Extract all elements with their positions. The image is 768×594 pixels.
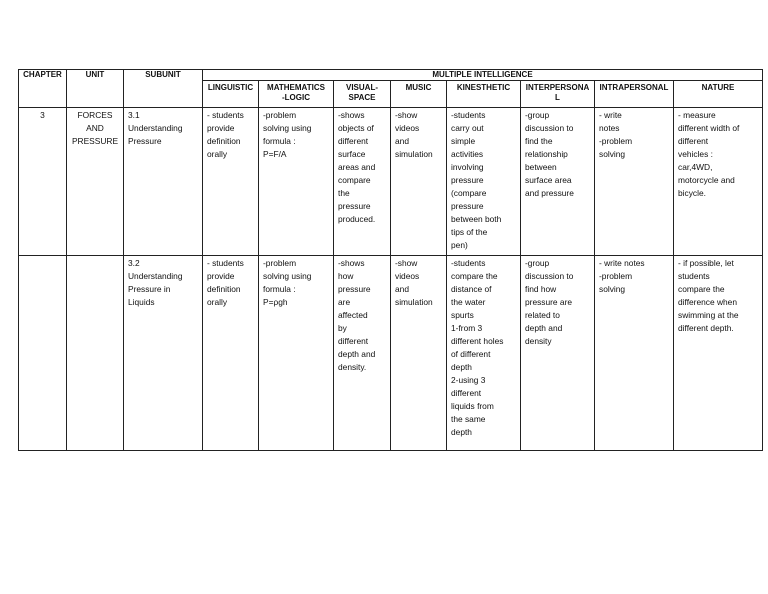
header-interpersonal: INTERPERSONA L (521, 81, 595, 108)
header-kinesthetic: KINESTHETIC (447, 81, 521, 108)
header-visual-space: VISUAL- SPACE (334, 81, 391, 108)
visual-space-cell: -shows how pressure are affected by different depth and density. (334, 256, 391, 451)
header-music: MUSIC (391, 81, 447, 108)
header-linguistic: LINGUISTIC (203, 81, 259, 108)
header-mathematics-logic: MATHEMATICS -LOGIC (259, 81, 334, 108)
kinesthetic-cell: -students compare the distance of the water spurts 1-from 3 different holes of different depth 2-using 3 different liquids from the same depth (447, 256, 521, 451)
chapter-cell (19, 256, 67, 451)
music-cell: -show videos and simulation (391, 108, 447, 256)
header-intrapersonal: INTRAPERSONAL (595, 81, 674, 108)
intrapersonal-cell: - write notes -problem solving (595, 108, 674, 256)
visual-space-cell: -shows objects of different surface areas and compare the pressure produced. (334, 108, 391, 256)
nature-cell: - measure different width of different vehicles : car,4WD, motorcycle and bicycle. (674, 108, 763, 256)
table-row (19, 108, 763, 256)
nature-cell: - if possible, let students compare the difference when swimming at the different depth. (674, 256, 763, 451)
interpersonal-cell: -group discussion to find the relationship between surface area and pressure (521, 108, 595, 256)
kinesthetic-cell: -students carry out simple activities involving pressure (compare pressure between both tips of the pen) (447, 108, 521, 256)
interpersonal-cell: -group discussion to find how pressure are related to depth and density (521, 256, 595, 451)
mathematics-logic-cell: -problem solving using formula : P=ρgh (259, 256, 334, 451)
header-unit: UNIT (67, 70, 124, 108)
unit-cell: FORCES AND PRESSURE (67, 108, 124, 256)
header-nature: NATURE (674, 81, 763, 108)
header-chapter: CHAPTER (19, 70, 67, 108)
linguistic-cell: - students provide definition orally (203, 108, 259, 256)
unit-cell (67, 256, 124, 451)
subunit-cell: 3.2 Understanding Pressure in Liquids (124, 256, 203, 451)
header-row (19, 70, 763, 81)
lesson-plan-table (18, 69, 763, 451)
chapter-cell: 3 (19, 108, 67, 256)
intrapersonal-cell: - write notes -problem solving (595, 256, 674, 451)
mathematics-logic-cell: -problem solving using formula : P=F/A (259, 108, 334, 256)
linguistic-cell: - students provide definition orally (203, 256, 259, 451)
table-row (19, 256, 763, 451)
header-subunit: SUBUNIT (124, 70, 203, 108)
subunit-cell: 3.1 Understanding Pressure (124, 108, 203, 256)
music-cell: -show videos and simulation (391, 256, 447, 451)
header-multiple-intelligence: MULTIPLE INTELLIGENCE (203, 70, 763, 81)
